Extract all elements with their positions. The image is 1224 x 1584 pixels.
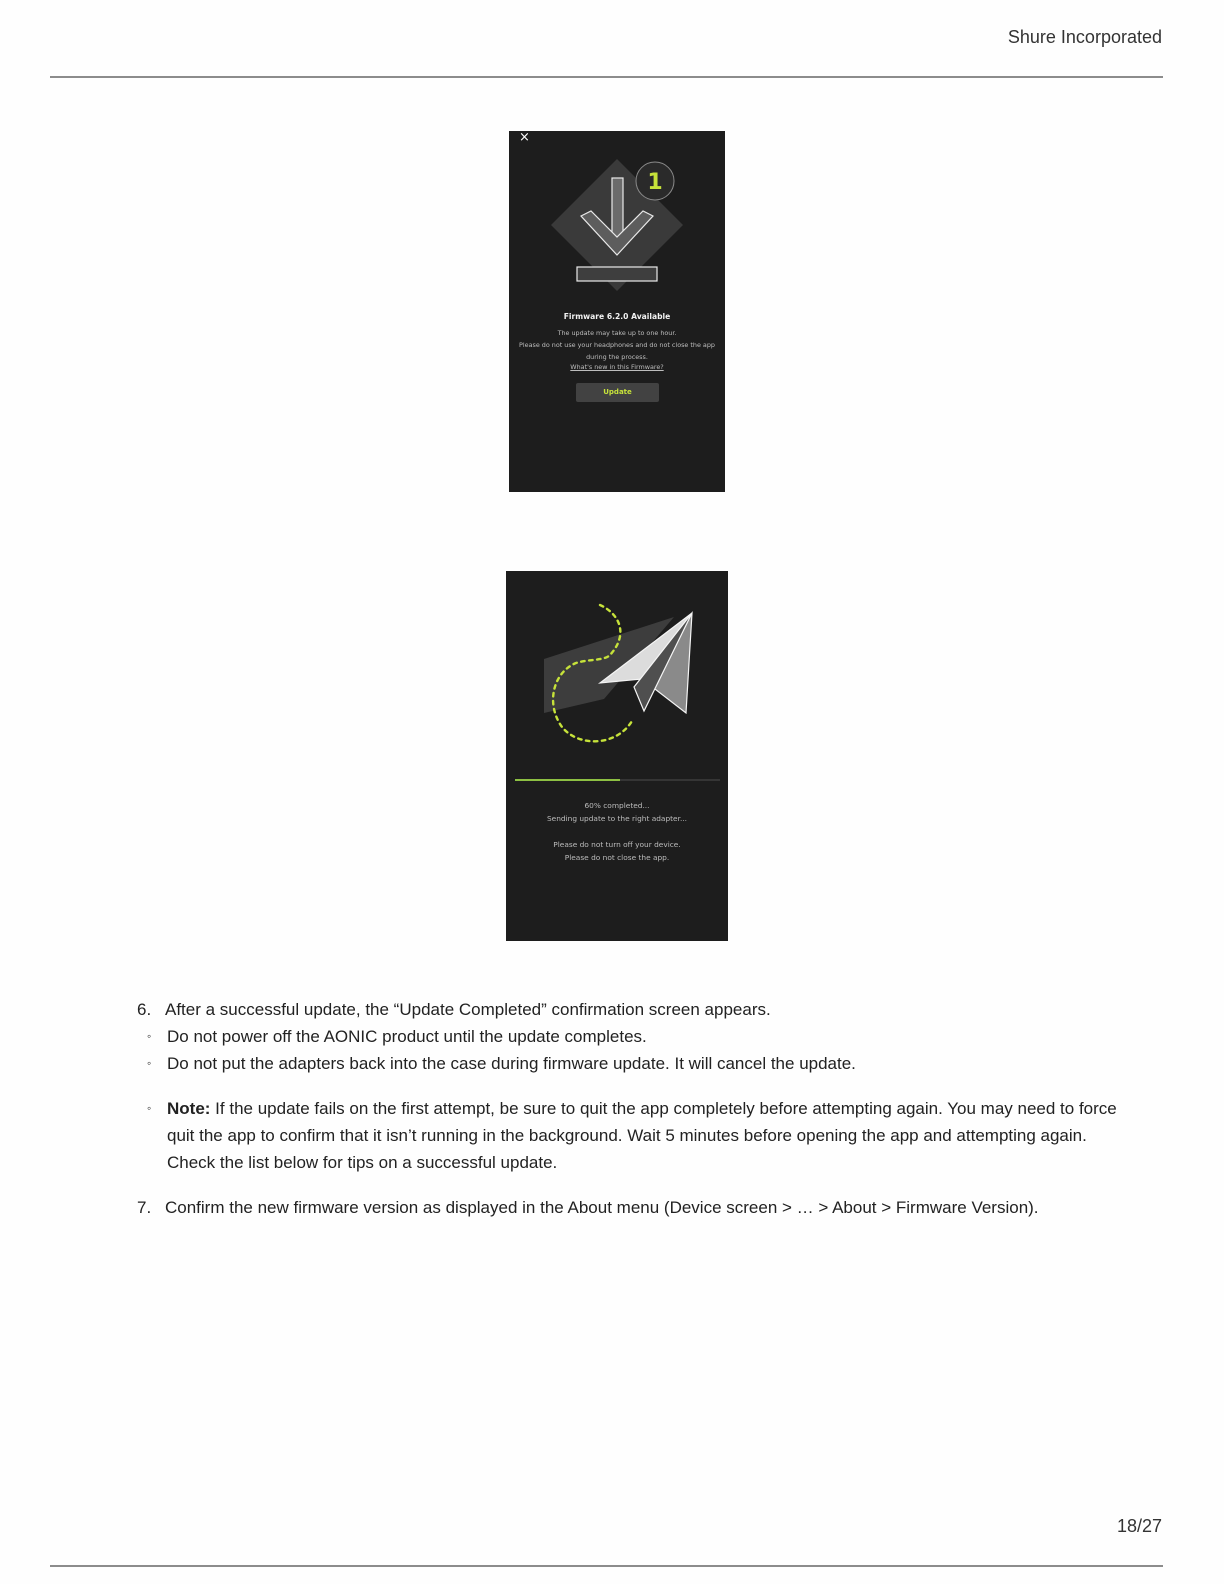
header-divider (50, 76, 1163, 78)
description-line: during the process. (586, 352, 648, 361)
badge-number: 1 (647, 170, 663, 195)
firmware-available-screenshot (509, 131, 725, 492)
note-text: If the update fails on the first attempt, be sure to quit the app completely before attempting again. You may need to force quit the app to confirm that it isn’t running in the background. Wait 5 minutes before opening the app and attempting again. Check the list below for tips on a successful update. (167, 1099, 1117, 1172)
bullet-item (137, 1023, 1117, 1050)
progress-percent-text: 60% completed... (584, 801, 650, 810)
step-6 (137, 996, 1117, 1023)
bullet-icon: ◦ (147, 1029, 152, 1043)
company-name: Shure Incorporated (1007, 27, 1162, 47)
warning-line: Please do not turn off your device. (553, 840, 681, 849)
close-icon[interactable]: × (519, 131, 530, 145)
footer-divider (50, 1565, 1163, 1567)
note-label: Note: (167, 1099, 211, 1118)
description-line: The update may take up to one hour. (557, 329, 677, 337)
bullet-icon: ◦ (147, 1101, 152, 1115)
firmware-title: Firmware 6.2.0 Available (563, 312, 671, 321)
warning-text (506, 838, 728, 864)
step-text: Confirm the new firmware version as displayed in the About menu (Device screen > … > About > Firmware Version). (165, 1198, 1039, 1217)
progress-bar (515, 779, 720, 781)
step-number: 7. (137, 1198, 152, 1217)
description-line: Please do not use your headphones and do not close the app (519, 340, 715, 349)
bullet-text: Do not put the adapters back into the case during firmware update. It will cancel the update. (167, 1054, 856, 1073)
bullet-text: Do not power off the AONIC product until the update completes. (167, 1027, 647, 1046)
update-progress-screenshot (506, 571, 728, 941)
warning-line: Please do not close the app. (564, 853, 670, 862)
sending-status-text: Sending update to the right adapter... (546, 814, 688, 823)
instruction-steps (137, 996, 1117, 1221)
bullet-icon: ◦ (147, 1056, 152, 1070)
page-number: 18/27 (1116, 1516, 1162, 1536)
step-7 (137, 1194, 1117, 1221)
step-number: 6. (137, 1000, 152, 1019)
bullet-item (137, 1050, 1117, 1077)
whats-new-link[interactable]: What's new in this Firmware? (570, 363, 664, 371)
progress-status (506, 799, 728, 825)
step-text: After a successful update, the “Update Completed” confirmation screen appears. (165, 1000, 771, 1019)
update-button[interactable]: Update (576, 383, 659, 402)
firmware-description (509, 328, 725, 363)
note-item (137, 1095, 1117, 1176)
progress-fill (515, 779, 620, 781)
paper-plane-illustration (506, 571, 728, 941)
